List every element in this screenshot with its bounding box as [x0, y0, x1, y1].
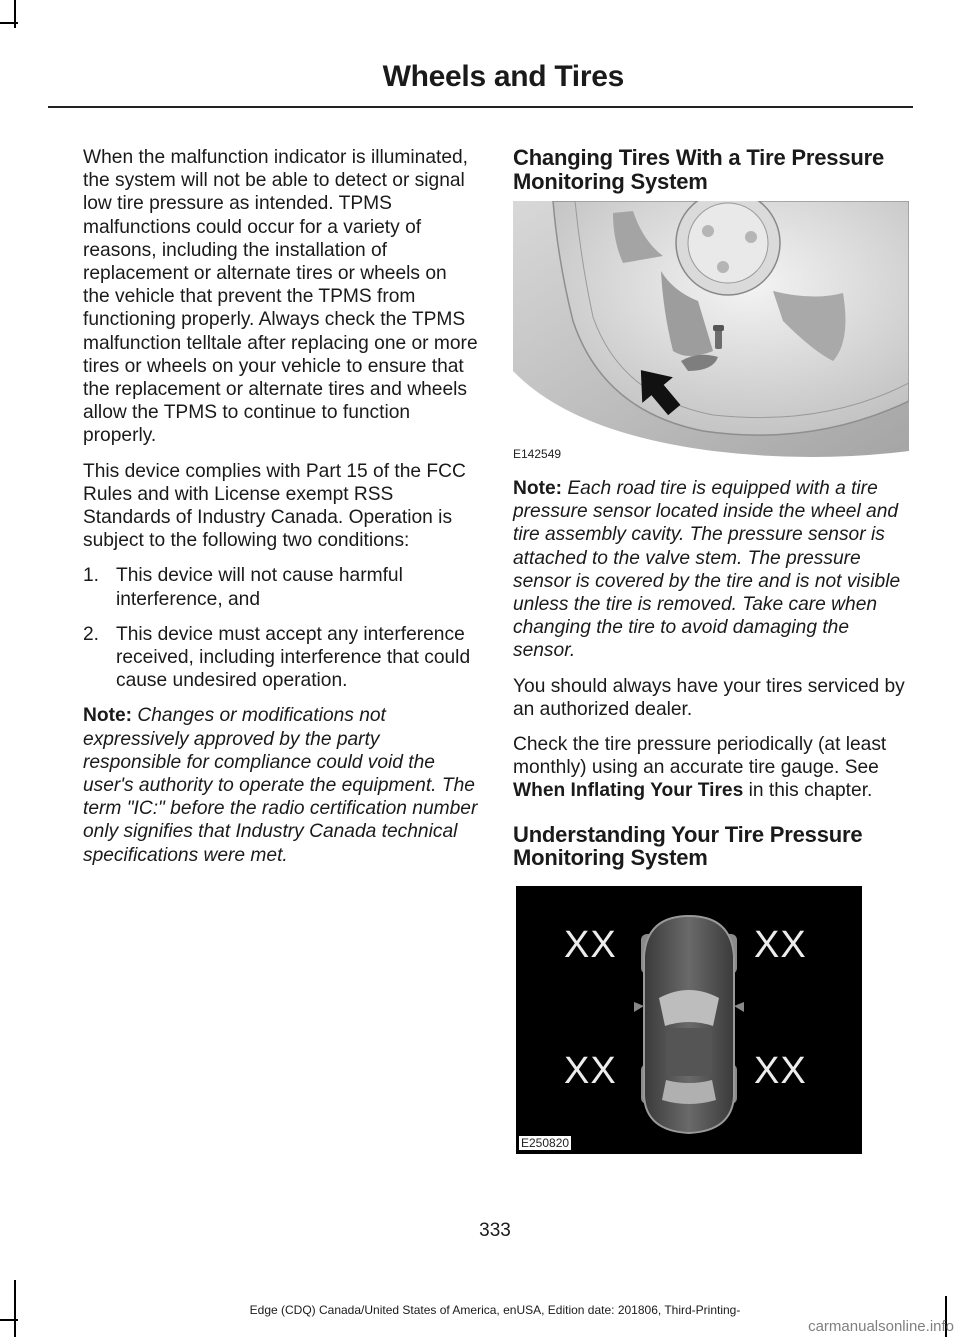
tpms-display-figure — [516, 886, 862, 1154]
footer-text: Edge (CDQ) Canada/United States of America, enUSA, Edition date: 201806, Third-Printing- — [249, 1303, 741, 1317]
list-item — [83, 564, 478, 610]
note-text: Each road tire is equipped with a tire pressure sensor located inside the wheel and tire assembly cavity. The pressure sensor is attached to the valve stem. The pressure sensor is covered by the tire and is not visible unless the tire is removed. Take care when changing the tire to avoid damaging the sensor. — [513, 478, 901, 662]
note-text: Changes or modifications not expressively approved by the party responsible for compliance could void the user's authority to operate the equipment. The term "IC:" before the radio certification number only signifies that Industry Canada technical specifications were met. — [83, 705, 478, 866]
cross-reference-link[interactable]: When Inflating Your Tires — [513, 780, 744, 802]
rear-right-pressure: XX — [754, 1049, 807, 1092]
wheel-valve-figure — [513, 201, 909, 459]
list-text: This device will not cause harmful interference, and — [116, 565, 403, 610]
left-column — [83, 146, 478, 879]
figure-code: E142549 — [513, 447, 562, 461]
right-column — [513, 146, 909, 1154]
paragraph: You should always have your tires serviced by an authorized dealer. — [513, 675, 905, 720]
watermark: carmanualsonline.info — [808, 1318, 954, 1335]
front-right-pressure: XX — [754, 923, 807, 966]
front-left-pressure: XX — [564, 923, 617, 966]
crop-mark — [0, 1319, 18, 1321]
paragraph-text: Check the tire pressure periodically (at least monthly) using an accurate tire gauge. See — [513, 734, 887, 779]
list-item — [83, 623, 478, 693]
paragraph: When the malfunction indicator is illuminated, the system will not be able to detect or signal low tire pressure as intended. TPMS malfunctions could occur for a variety of reasons, including the installation of replacement or alternate tires or wheels on the vehicle that prevent the TPMS from functioning properly. Always check the TPMS malfunction telltale after replacing one or more tires or wheels on your vehicle to ensure that the replacement or alternate tires and wheels allow the TPMS to continue to function properly. — [83, 147, 478, 447]
note-label: Note: — [513, 478, 563, 499]
note — [513, 477, 909, 663]
figure-code: E250820 — [521, 1135, 570, 1150]
conditions-list — [83, 564, 478, 692]
rear-left-pressure: XX — [564, 1049, 617, 1092]
page-number: 333 — [479, 1220, 511, 1241]
paragraph: This device complies with Part 15 of the FCC Rules and with License exempt RSS Standards of Industry Canada. Operation is subject to the following two conditions: — [83, 460, 466, 552]
list-number: 1. — [83, 565, 100, 587]
list-text: This device must accept any interference received, including interference that could cause undesired operation. — [116, 623, 471, 692]
crop-mark — [0, 22, 18, 24]
section-heading: Changing Tires With a Tire Pressure Monitoring System — [513, 145, 884, 194]
list-number: 2. — [83, 623, 100, 645]
page-title: Wheels and Tires — [382, 60, 624, 93]
note — [83, 704, 478, 866]
header-rule — [48, 106, 913, 108]
note-label: Note: — [83, 705, 133, 727]
paragraph-text: in this chapter. — [748, 780, 873, 802]
section-heading: Understanding Your Tire Pressure Monitoring System — [513, 821, 863, 871]
wheel-illustration — [513, 201, 909, 459]
paragraph — [513, 733, 909, 803]
